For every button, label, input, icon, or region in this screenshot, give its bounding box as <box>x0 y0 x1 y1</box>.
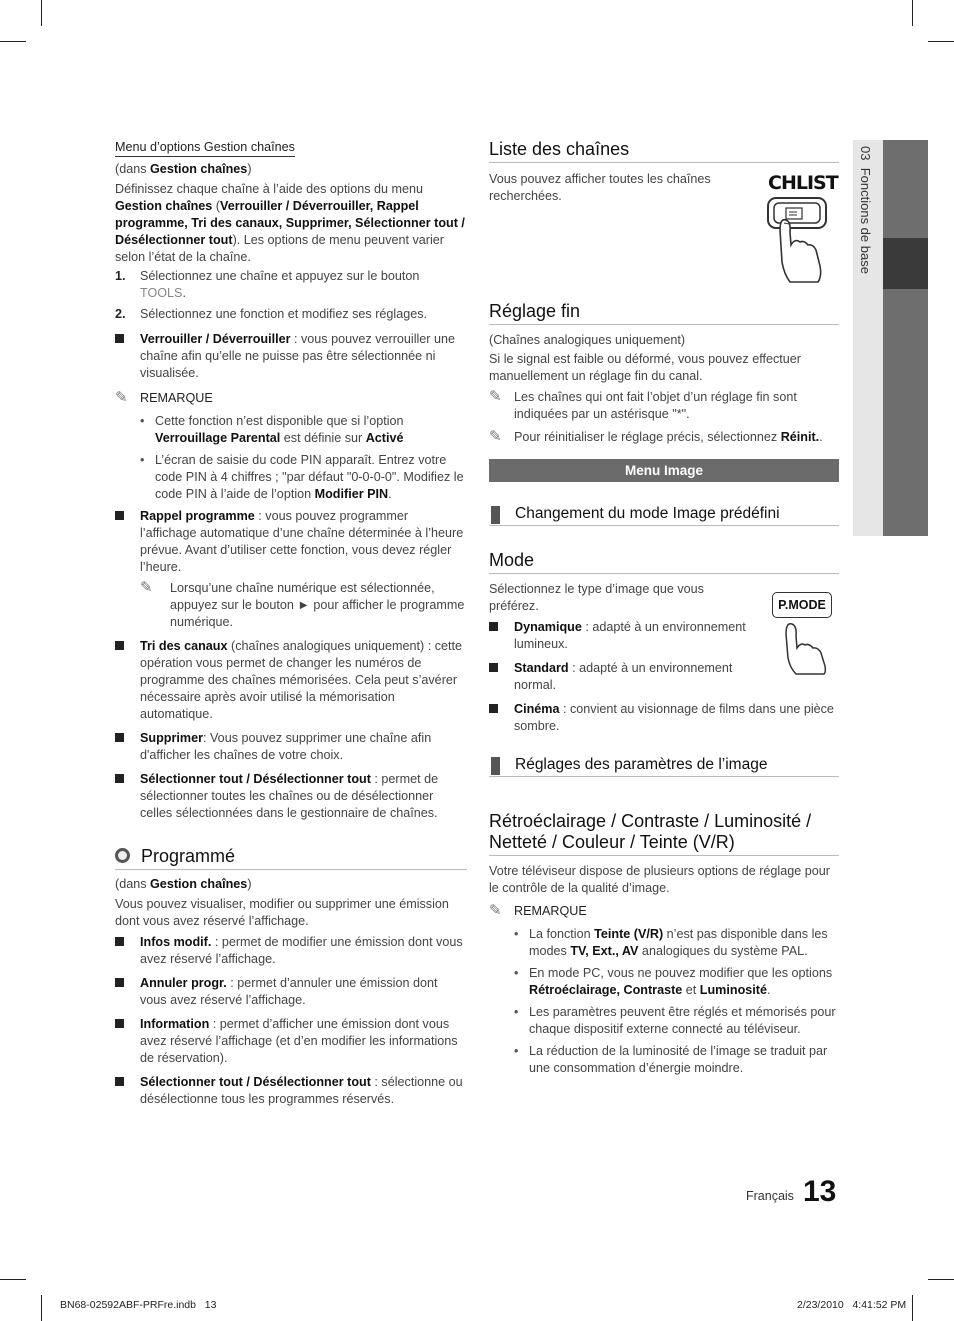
recall-note: ✎ Lorsqu’une chaîne numérique est sélectionnée, appuyez sur le bouton ► pour afficher le programme numérique. <box>140 579 465 629</box>
square-bullet-icon <box>115 733 124 742</box>
pencil-icon: ✎ <box>115 389 128 406</box>
edit-info-item: Infos modif. : permet de modifier une émission dont vous avez réservé l’affichage. <box>115 934 467 968</box>
image-params-heading: Réglages des paramètres de l’image <box>489 755 839 777</box>
mode-dynamic: Dynamique : adapté à un environnement lumineux. <box>489 619 754 653</box>
delete-item: Supprimer: Vous pouvez supprimer une chaîne afin d'afficher les chaînes de votre choix. <box>115 730 467 764</box>
clock-icon <box>115 848 130 863</box>
backlight-note-2: • En mode PC, vous ne pouvez modifier que les options Rétroéclairage, Contraste et Luminosité. <box>514 966 833 997</box>
backlight-text: Votre téléviseur dispose de plusieurs options de réglage pour le contrôle de la qualité d’image. <box>489 864 830 895</box>
information-item: Information : permet d’afficher une émission dont vous avez réservé l’affichage (et d’en modifier les informations de réservation). <box>115 1016 467 1067</box>
backlight-note-1: • La fonction Teinte (V/R) n’est pas disponible dans les modes TV, Ext., AV analogiques du système PAL. <box>514 927 828 958</box>
crop-mark <box>41 0 42 26</box>
square-bullet-icon <box>115 1077 124 1086</box>
side-tab-label <box>858 146 880 306</box>
bullet-icon: • <box>514 927 519 941</box>
menu-heading: Menu d’options Gestion chaînes <box>115 139 295 157</box>
square-bullet-icon <box>489 622 498 631</box>
fine-tune-note-2: ✎ Pour réinitialiser le réglage précis, sélectionnez Réinit.. <box>489 428 823 445</box>
mode-text: Sélectionnez le type d’image que vous préférez. <box>489 582 704 613</box>
menu-intro: Définissez chaque chaîne à l’aide des options du menu Gestion chaînes (Verrouiller / Déverrouiller, Rappel programme, Tri des canaux, Supprimer, Sélectionner tout / Désélectionner tout). Les options de menu peuvent varier selon l’état de la chaîne. <box>115 182 465 264</box>
note-item-1: • Cette fonction n’est disponible que si l’option Verrouillage Parental est définie sur Activé <box>140 414 404 445</box>
left-column <box>115 139 467 1108</box>
side-tab-dark <box>883 140 928 536</box>
crop-mark <box>928 41 954 42</box>
note-label: ✎ REMARQUE <box>489 902 587 919</box>
programmed-subtitle: (dans Gestion chaînes) <box>115 877 252 891</box>
preset-mode-heading: Changement du mode Image prédéfini <box>489 504 839 526</box>
square-bullet-icon <box>115 774 124 783</box>
square-bullet-icon <box>115 334 124 343</box>
mode-standard: Standard : adapté à un environnement normal. <box>489 660 754 694</box>
bullet-icon: • <box>514 966 519 980</box>
chlist-label: CHLIST <box>768 172 838 194</box>
chlist-button-illustration <box>762 170 838 285</box>
square-bullet-icon <box>115 937 124 946</box>
square-bullet-icon <box>115 641 124 650</box>
backlight-note-3: • Les paramètres peuvent être réglés et mémorisés pour chaque dispositif externe connecté au téléviseur. <box>514 1005 836 1036</box>
select-all-programs-item: Sélectionner tout / Désélectionner tout : sélectionne ou désélectionne tous les programmes réservés. <box>115 1074 467 1108</box>
recall-item: Rappel programme : vous pouvez programmer l’affichage automatique d’une chaîne déterminée à l’heure prévue. Avant d’utiliser cette fonction, vous devez régler l’heure. <box>115 508 467 576</box>
channel-list-text: Vous pouvez afficher toutes les chaînes recherchées. <box>489 172 711 203</box>
programmed-intro: Vous pouvez visualiser, modifier ou supprimer une émission dont vous avez réservé l’affichage. <box>115 897 449 928</box>
fine-tune-note-1: ✎ Les chaînes qui ont fait l’objet d’un réglage fin sont indiquées par un astérisque "*". <box>489 388 797 421</box>
footer-file: BN68-02592ABF-PRFre.indb 13 <box>60 1299 217 1311</box>
pencil-icon: ✎ <box>489 428 502 445</box>
channel-list-title: Liste des chaînes <box>489 139 839 163</box>
crop-mark <box>912 0 913 26</box>
footer-date: 2/23/2010 4:41:52 PM <box>797 1299 907 1311</box>
pencil-icon: ✎ <box>489 902 502 919</box>
square-bullet-icon <box>115 1019 124 1028</box>
backlight-note-4: • La réduction de la luminosité de l’image se traduit par une consommation d’énergie moindre. <box>514 1044 828 1075</box>
crop-mark <box>0 1279 26 1280</box>
bullet-icon: • <box>514 1005 519 1019</box>
note-label: ✎ REMARQUE <box>115 389 213 406</box>
step-1: 1. Sélectionnez une chaîne et appuyez sur le bouton TOOLS. <box>115 269 420 300</box>
bullet-icon: • <box>140 453 145 467</box>
programmed-title: Programmé <box>115 846 467 870</box>
pmode-button-illustration <box>770 588 835 676</box>
fine-tune-title: Réglage fin <box>489 301 839 325</box>
pencil-icon: ✎ <box>140 579 153 596</box>
square-bullet-icon <box>489 663 498 672</box>
cancel-item: Annuler progr. : permet d’annuler une émission dont vous avez réservé l’affichage. <box>115 975 467 1009</box>
menu-subtitle: (dans Gestion chaînes) <box>115 162 252 176</box>
crop-mark <box>41 1295 42 1321</box>
square-bullet-icon <box>115 511 124 520</box>
chapter-title: Fonctions de base <box>858 167 873 274</box>
step-2: 2. Sélectionnez une fonction et modifiez ses réglages. <box>115 307 428 321</box>
hand-press-icon <box>770 588 835 676</box>
fine-tune-subtitle: (Chaînes analogiques uniquement) <box>489 333 686 347</box>
pencil-icon: ✎ <box>489 388 502 405</box>
side-tab-marker <box>883 238 928 289</box>
note-item-2: • L’écran de saisie du code PIN apparaît. Entrez votre code PIN à 4 chiffres ; "par défaut "0-0-0-0". Modifiez le code PIN à l’aide de l’option Modifier PIN. <box>140 453 464 501</box>
crop-mark <box>0 41 26 42</box>
pmode-label: P.MODE <box>772 592 832 618</box>
square-bullet-icon <box>115 978 124 987</box>
square-bullet-icon <box>489 704 498 713</box>
crop-mark <box>912 1295 913 1321</box>
bullet-icon: • <box>514 1044 519 1058</box>
hand-press-icon <box>762 170 832 285</box>
page-number: 13 <box>803 1175 837 1208</box>
backlight-title: Rétroéclairage / Contraste / Luminosité / Netteté / Couleur / Teinte (V/R) <box>489 811 839 856</box>
menu-image-bar: Menu Image <box>489 459 839 482</box>
lock-item: Verrouiller / Déverrouiller : vous pouvez verrouiller une chaîne afin qu’elle ne puisse pas être sélectionnée ni visualisée. <box>115 331 467 382</box>
footer-language: Français <box>746 1189 794 1203</box>
mode-cinema: Cinéma : convient au visionnage de films dans une pièce sombre. <box>489 701 839 735</box>
crop-mark <box>928 1279 954 1280</box>
mode-title: Mode <box>489 550 839 574</box>
bullet-icon: • <box>140 414 145 428</box>
fine-tune-text: Si le signal est faible ou déformé, vous pouvez effectuer manuellement un réglage fin du canal. <box>489 352 801 383</box>
sort-item: Tri des canaux (chaînes analogiques uniquement) : cette opération vous permet de changer les numéros de programme des chaînes mémorisées. Cela peut s’avérer nécessaire après avoir utilisé la mémorisation automatique. <box>115 638 467 723</box>
select-all-item: Sélectionner tout / Désélectionner tout : permet de sélectionner toutes les chaînes ou de désélectionner celles sélectionnées dans le gestionnaire de chaînes. <box>115 771 467 822</box>
chapter-number: 03 <box>858 146 873 161</box>
